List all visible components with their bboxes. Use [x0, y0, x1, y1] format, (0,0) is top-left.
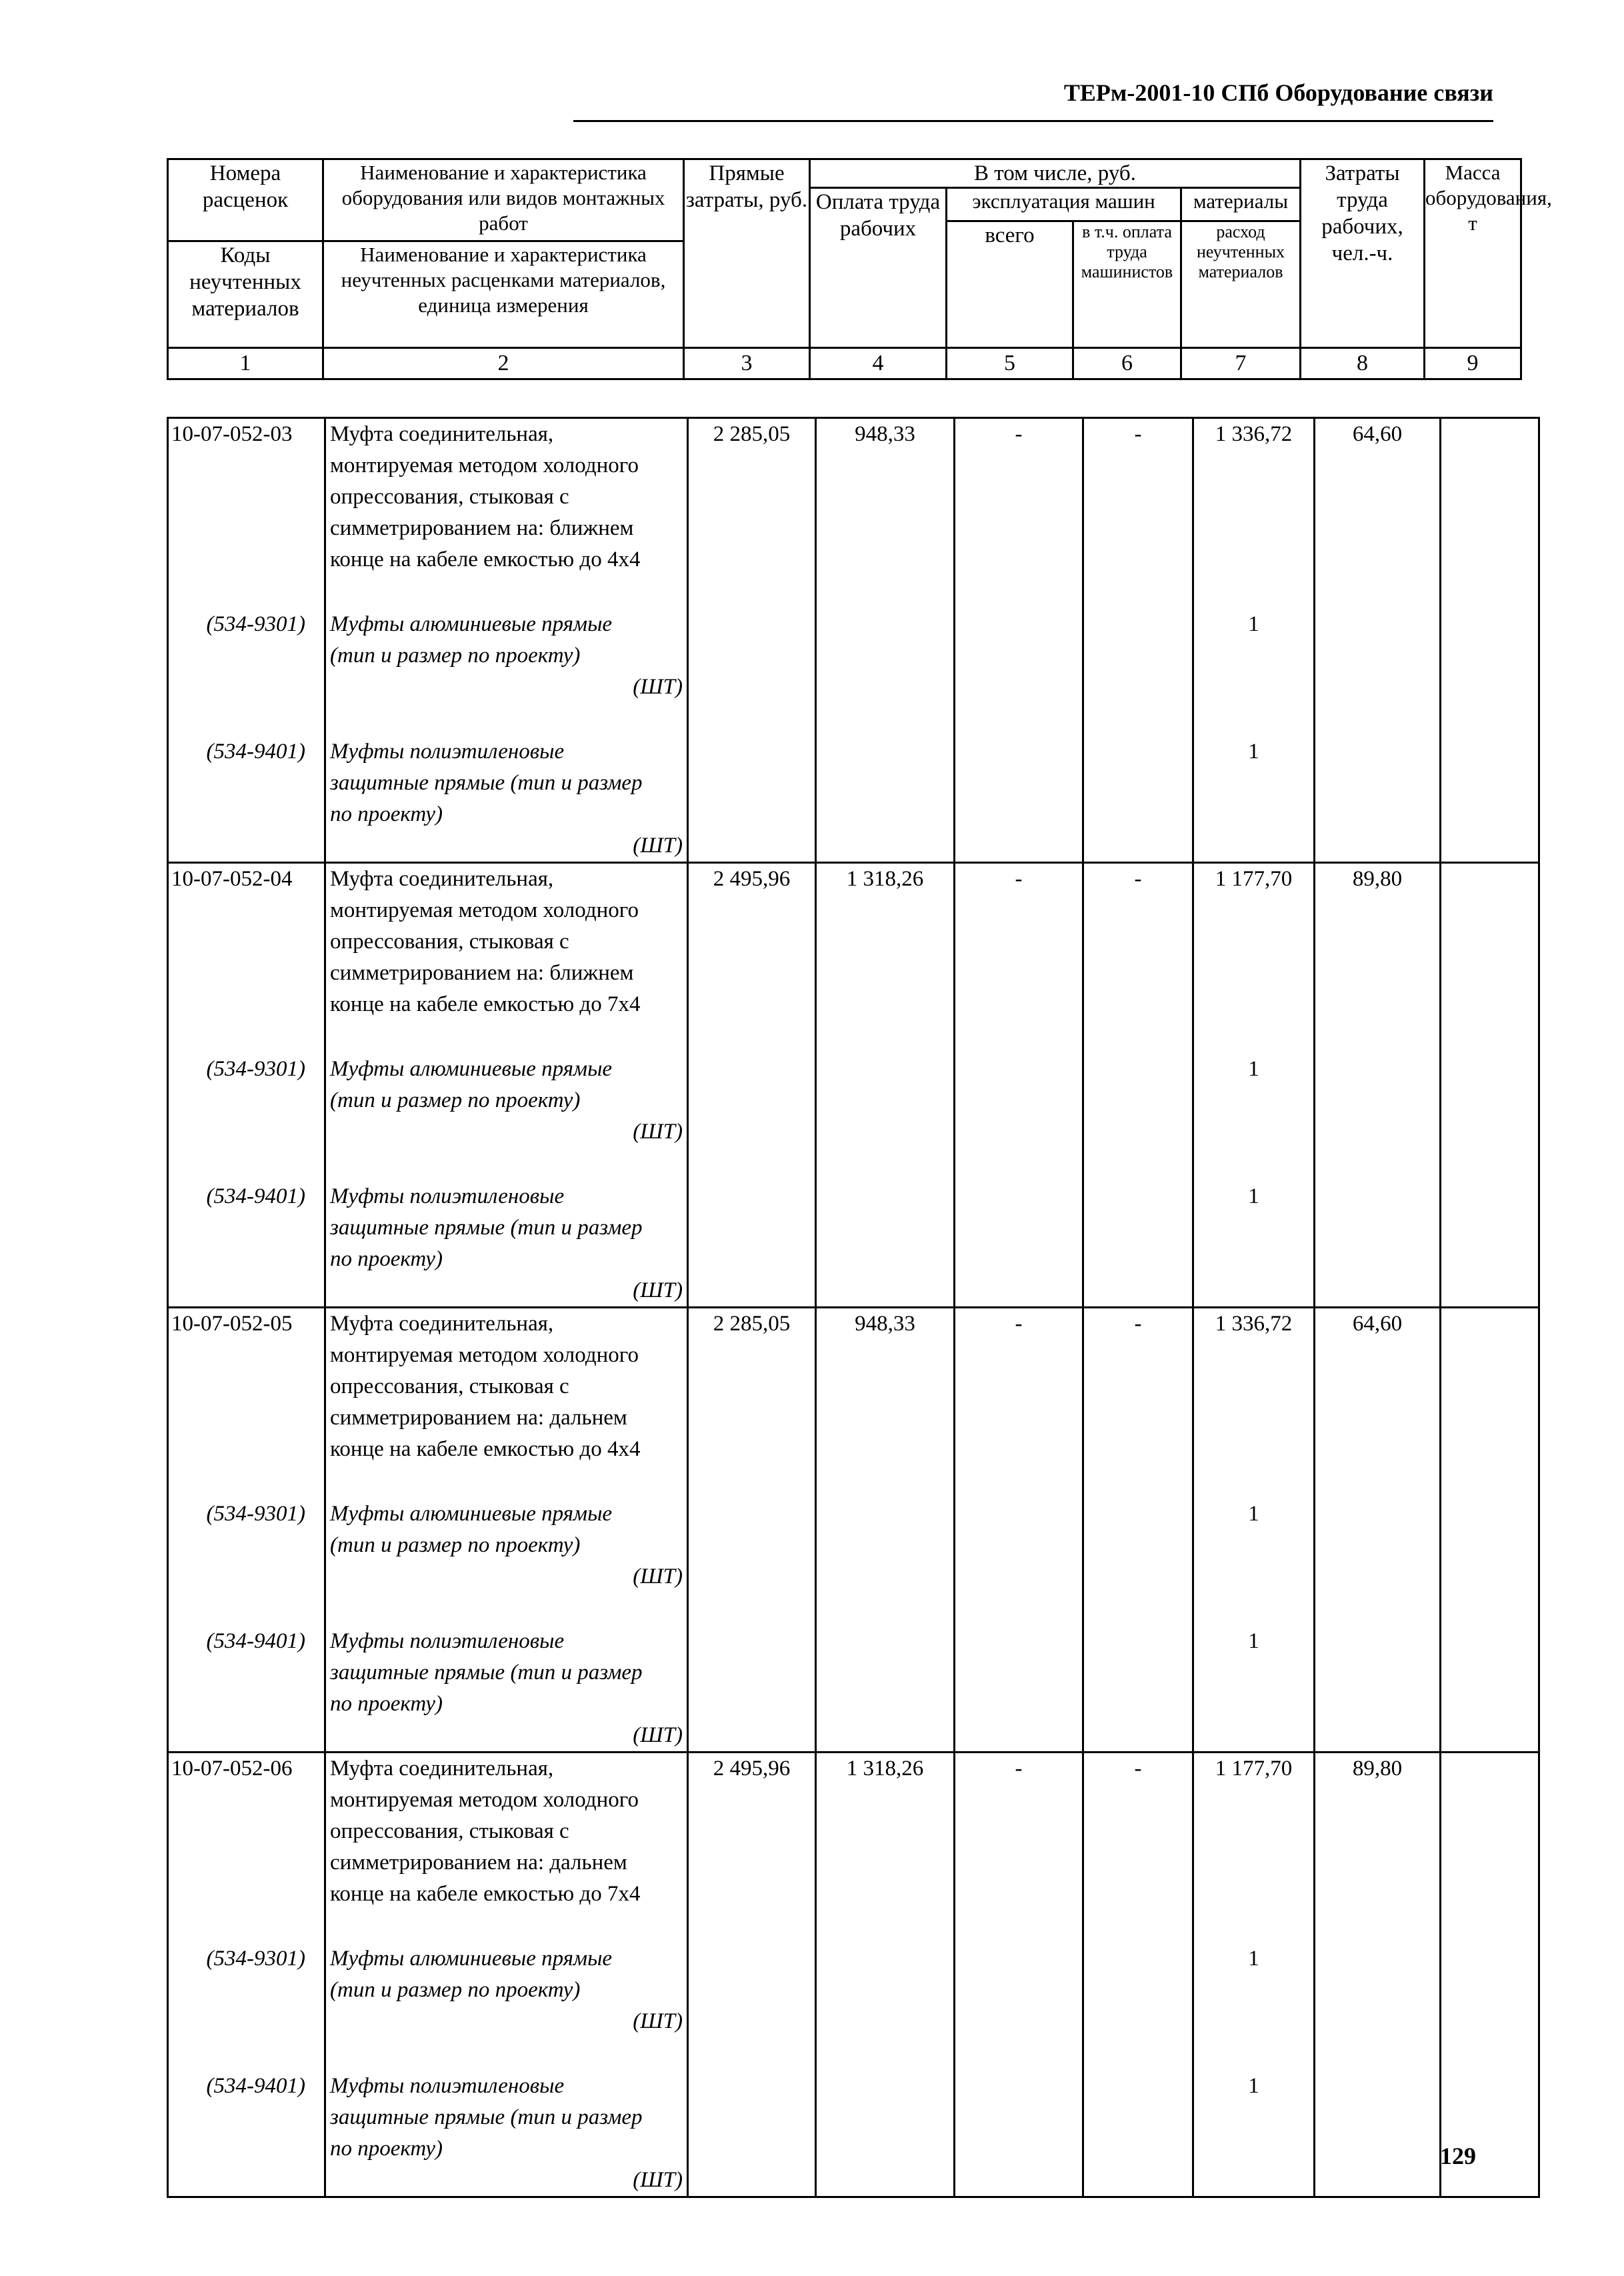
- spacer: [169, 2006, 324, 2037]
- table-cell: [1441, 1753, 1539, 2197]
- table-row: [168, 1308, 1539, 1753]
- table-cell: [325, 1753, 688, 2197]
- table-cell: [168, 1753, 325, 2197]
- work-name-line: симметрированием на: ближнем: [330, 961, 634, 985]
- spacer: [1194, 926, 1313, 958]
- spacer: [169, 1816, 324, 1847]
- material-name-line: Муфты полиэтиленовые: [330, 1184, 565, 1208]
- spacer: [1194, 1020, 1313, 1054]
- material-name-line: Муфты алюминиевые прямые: [330, 612, 613, 636]
- spacer: [1194, 1910, 1313, 1943]
- work-name-line: Муфта соединительная,: [330, 1312, 554, 1336]
- spacer: [169, 1720, 324, 1751]
- material-unit: (ШТ): [633, 1564, 683, 1588]
- table-cell: [325, 418, 688, 863]
- spacer: [169, 1688, 324, 1720]
- material-name-line: защитные прямые (тип и размер: [330, 1660, 643, 1684]
- table-cell: [168, 1308, 325, 1753]
- spacer: [1194, 1340, 1313, 1371]
- table-cell: [1193, 1308, 1315, 1753]
- value-machines-total: -: [1015, 1312, 1023, 1336]
- spacer: [1194, 799, 1313, 830]
- column-number: 7: [1181, 348, 1301, 379]
- spacer: [326, 1592, 687, 1626]
- spacer: [169, 2133, 324, 2165]
- spacer: [1194, 576, 1313, 609]
- value-materials: 1 177,70: [1215, 1757, 1293, 1781]
- column-number: 8: [1301, 348, 1425, 379]
- material-name-line: Муфты алюминиевые прямые: [330, 1502, 613, 1526]
- header-materials: материалы: [1181, 188, 1301, 221]
- spacer: [1194, 1402, 1313, 1434]
- material-quantity: 1: [1248, 1057, 1259, 1081]
- spacer: [169, 1116, 324, 1148]
- value-labor-hours: 64,60: [1352, 422, 1403, 446]
- table-row: [168, 418, 1539, 863]
- value-direct: 2 495,96: [713, 1757, 791, 1781]
- spacer: [1194, 1688, 1313, 1720]
- table-cell: [1315, 1308, 1441, 1753]
- work-name-line: конце на кабеле емкостью до 7х4: [330, 1882, 641, 1906]
- spacer: [169, 1530, 324, 1561]
- spacer: [169, 1847, 324, 1879]
- spacer: [326, 1910, 687, 1943]
- spacer: [169, 926, 324, 958]
- table-cell: [1193, 418, 1315, 863]
- material-unit: (ШТ): [633, 1278, 683, 1302]
- column-number: 9: [1425, 348, 1521, 379]
- spacer: [1194, 1275, 1313, 1306]
- value-labor-pay: 1 318,26: [846, 867, 924, 891]
- material-quantity: 1: [1248, 1502, 1259, 1526]
- header-rate-numbers: Номера расценок: [168, 159, 323, 241]
- material-name-line: защитные прямые (тип и размер: [330, 1216, 643, 1240]
- spacer: [169, 1275, 324, 1306]
- spacer: [1194, 1212, 1313, 1244]
- spacer: [326, 1465, 687, 1498]
- table-cell: [1083, 418, 1193, 863]
- value-machines-total: -: [1015, 867, 1023, 891]
- material-name-line: по проекту): [330, 2137, 443, 2161]
- table-cell: [955, 863, 1083, 1308]
- table-cell: [1315, 1753, 1441, 2197]
- spacer: [326, 2037, 687, 2071]
- material-code: (534-9301): [206, 1502, 305, 1526]
- spacer: [1194, 1657, 1313, 1688]
- spacer: [1194, 958, 1313, 989]
- spacer: [1194, 1244, 1313, 1275]
- spacer: [169, 1212, 324, 1244]
- column-number: 3: [684, 348, 810, 379]
- table-cell: [168, 418, 325, 863]
- work-name-line: опрессования, стыковая с: [330, 485, 569, 509]
- material-code: (534-9401): [206, 1184, 305, 1208]
- spacer: [1194, 1085, 1313, 1116]
- value-machines-total: -: [1015, 1757, 1023, 1781]
- work-name-line: опрессования, стыковая с: [330, 1819, 569, 1843]
- spacer: [1194, 1465, 1313, 1498]
- material-name-line: защитные прямые (тип и размер: [330, 2105, 643, 2129]
- spacer: [169, 989, 324, 1020]
- table-cell: [1083, 1308, 1193, 1753]
- header-machinist-pay: в т.ч. оплата труда машинистов: [1073, 221, 1181, 348]
- work-name-line: Муфта соединительная,: [330, 422, 554, 446]
- table-cell: [1193, 863, 1315, 1308]
- header-machines-total: всего: [947, 221, 1073, 348]
- spacer: [1194, 450, 1313, 481]
- work-name-line: опрессования, стыковая с: [330, 1374, 569, 1398]
- work-name-line: конце на кабеле емкостью до 4х4: [330, 547, 641, 572]
- spacer: [1194, 1879, 1313, 1910]
- spacer: [1194, 895, 1313, 926]
- value-labor-pay: 948,33: [855, 422, 915, 446]
- material-unit: (ШТ): [633, 834, 683, 858]
- header-work-name: Наименование и характеристика оборудования или видов монтажных работ: [323, 159, 684, 241]
- material-name-line: Муфты полиэтиленовые: [330, 740, 565, 764]
- spacer: [169, 703, 324, 736]
- spacer: [1194, 1530, 1313, 1561]
- work-name-line: Муфта соединительная,: [330, 1757, 554, 1781]
- header-labor-pay: Оплата труда рабочих: [810, 188, 947, 348]
- material-name-line: Муфты полиэтиленовые: [330, 2074, 565, 2098]
- table-cell: [816, 1308, 955, 1753]
- spacer: [169, 1975, 324, 2006]
- spacer: [1194, 703, 1313, 736]
- rates-table: [167, 417, 1540, 2198]
- material-unit: (ШТ): [633, 2009, 683, 2033]
- table-cell: [955, 1753, 1083, 2197]
- table-row: [168, 863, 1539, 1308]
- spacer: [169, 1340, 324, 1371]
- table-cell: [325, 863, 688, 1308]
- spacer: [1194, 1561, 1313, 1592]
- spacer: [169, 2102, 324, 2133]
- material-code: (534-9401): [206, 1629, 305, 1653]
- material-name-line: (тип и размер по проекту): [330, 1088, 581, 1112]
- material-quantity: 1: [1248, 1629, 1259, 1653]
- material-unit: (ШТ): [633, 1120, 683, 1144]
- material-name-line: Муфты полиэтиленовые: [330, 1629, 565, 1653]
- spacer: [1194, 544, 1313, 576]
- material-code: (534-9301): [206, 1947, 305, 1971]
- value-machinist-pay: -: [1134, 1757, 1142, 1781]
- spacer: [1194, 640, 1313, 672]
- material-code: (534-9401): [206, 740, 305, 764]
- spacer: [169, 2037, 324, 2071]
- header-labor-hours: Затраты труда рабочих, чел.-ч.: [1301, 159, 1425, 348]
- rate-code: 10-07-052-03: [171, 422, 293, 446]
- material-code: (534-9301): [206, 612, 305, 636]
- work-name-line: монтируемая методом холодного: [330, 1343, 639, 1367]
- running-head: ТЕРм-2001-10 СПб Оборудование связи: [1063, 79, 1493, 106]
- table-cell: [955, 418, 1083, 863]
- table-cell: [1441, 1308, 1539, 1753]
- material-quantity: 1: [1248, 1947, 1259, 1971]
- header-material-name: Наименование и характеристика неучтенных расценками материалов, единица измерения: [323, 241, 684, 348]
- material-quantity: 1: [1248, 612, 1259, 636]
- header-direct-costs: Прямые затраты, руб.: [684, 159, 810, 348]
- work-name-line: симметрированием на: ближнем: [330, 516, 634, 540]
- spacer: [169, 1371, 324, 1402]
- table-cell: [1193, 1753, 1315, 2197]
- material-unit: (ШТ): [633, 675, 683, 699]
- material-name-line: (тип и размер по проекту): [330, 644, 581, 668]
- material-unit: (ШТ): [633, 1723, 683, 1747]
- spacer: [1194, 2133, 1313, 2165]
- value-labor-pay: 1 318,26: [846, 1757, 924, 1781]
- spacer: [169, 672, 324, 703]
- header-equipment-mass: Масса оборудования, т: [1425, 159, 1521, 348]
- spacer: [1194, 1785, 1313, 1816]
- value-direct: 2 495,96: [713, 867, 791, 891]
- table-row: [168, 1753, 1539, 2197]
- header-material-codes: Коды неучтенных материалов: [168, 241, 323, 348]
- table-cell: [688, 1308, 816, 1753]
- spacer: [169, 1148, 324, 1181]
- material-unit: (ШТ): [633, 2168, 683, 2192]
- spacer: [1194, 2006, 1313, 2037]
- material-code: (534-9301): [206, 1057, 305, 1081]
- table-cell: [688, 863, 816, 1308]
- rate-code: 10-07-052-06: [171, 1757, 293, 1781]
- material-name-line: защитные прямые (тип и размер: [330, 771, 643, 795]
- spacer: [1194, 1148, 1313, 1181]
- value-materials: 1 336,72: [1215, 1312, 1293, 1336]
- work-name-line: монтируемая методом холодного: [330, 898, 639, 922]
- spacer: [169, 1244, 324, 1275]
- spacer: [1194, 2165, 1313, 2196]
- spacer: [1194, 2037, 1313, 2071]
- material-name-line: по проекту): [330, 802, 443, 826]
- spacer: [1194, 1975, 1313, 2006]
- value-labor-pay: 948,33: [855, 1312, 915, 1336]
- spacer: [169, 799, 324, 830]
- value-labor-hours: 89,80: [1352, 1757, 1403, 1781]
- value-labor-hours: 64,60: [1352, 1312, 1403, 1336]
- spacer: [1194, 1847, 1313, 1879]
- spacer: [326, 1020, 687, 1054]
- spacer: [169, 1561, 324, 1592]
- work-name-line: симметрированием на: дальнем: [330, 1406, 627, 1430]
- spacer: [1194, 1720, 1313, 1751]
- material-name-line: по проекту): [330, 1247, 443, 1271]
- spacer: [169, 1465, 324, 1498]
- header-machines: эксплуатация машин: [947, 188, 1181, 221]
- spacer: [169, 1785, 324, 1816]
- spacer: [1194, 2102, 1313, 2133]
- work-name-line: конце на кабеле емкостью до 7х4: [330, 992, 641, 1016]
- value-labor-hours: 89,80: [1352, 867, 1403, 891]
- spacer: [326, 576, 687, 609]
- spacer: [169, 895, 324, 926]
- value-direct: 2 285,05: [713, 422, 791, 446]
- value-machines-total: -: [1015, 422, 1023, 446]
- spacer: [1194, 513, 1313, 544]
- material-name-line: (тип и размер по проекту): [330, 1978, 581, 2002]
- spacer: [1194, 1434, 1313, 1465]
- column-number: 4: [810, 348, 947, 379]
- spacer: [169, 576, 324, 609]
- spacer: [1194, 1116, 1313, 1148]
- table-cell: [1441, 863, 1539, 1308]
- material-quantity: 1: [1248, 2074, 1259, 2098]
- material-quantity: 1: [1248, 740, 1259, 764]
- table-cell: [816, 418, 955, 863]
- table-cell: [1441, 418, 1539, 863]
- spacer: [169, 640, 324, 672]
- table-cell: [168, 863, 325, 1308]
- table-cell: [688, 418, 816, 863]
- work-name-line: Муфта соединительная,: [330, 867, 554, 891]
- column-number: 6: [1073, 348, 1181, 379]
- material-code: (534-9401): [206, 2074, 305, 2098]
- spacer: [1194, 1816, 1313, 1847]
- spacer: [1194, 481, 1313, 513]
- table-cell: [325, 1308, 688, 1753]
- spacer: [169, 513, 324, 544]
- value-machinist-pay: -: [1134, 867, 1142, 891]
- table-cell: [1315, 863, 1441, 1308]
- spacer: [169, 1657, 324, 1688]
- spacer: [1194, 989, 1313, 1020]
- spacer: [326, 1148, 687, 1181]
- header-unaccounted-materials: расход неучтенных материалов: [1181, 221, 1301, 348]
- value-machinist-pay: -: [1134, 422, 1142, 446]
- page-number: 129: [1440, 2143, 1476, 2169]
- spacer: [169, 1434, 324, 1465]
- table-cell: [816, 863, 955, 1308]
- work-name-line: монтируемая методом холодного: [330, 1788, 639, 1812]
- value-direct: 2 285,05: [713, 1312, 791, 1336]
- table-cell: [688, 1753, 816, 2197]
- value-materials: 1 177,70: [1215, 867, 1293, 891]
- spacer: [169, 768, 324, 799]
- spacer: [1194, 1592, 1313, 1626]
- spacer: [1194, 1371, 1313, 1402]
- work-name-line: монтируемая методом холодного: [330, 453, 639, 477]
- spacer: [169, 450, 324, 481]
- spacer: [169, 544, 324, 576]
- material-name-line: по проекту): [330, 1692, 443, 1716]
- spacer: [326, 703, 687, 736]
- material-name-line: Муфты алюминиевые прямые: [330, 1057, 613, 1081]
- material-quantity: 1: [1248, 1184, 1259, 1208]
- spacer: [169, 830, 324, 862]
- spacer: [169, 1592, 324, 1626]
- table-cell: [1083, 863, 1193, 1308]
- work-name-line: опрессования, стыковая с: [330, 930, 569, 954]
- value-machinist-pay: -: [1134, 1312, 1142, 1336]
- table-header: [167, 158, 1552, 380]
- spacer: [1194, 768, 1313, 799]
- rate-code: 10-07-052-04: [171, 867, 293, 891]
- column-number: 2: [323, 348, 684, 379]
- column-number: 1: [168, 348, 323, 379]
- value-materials: 1 336,72: [1215, 422, 1293, 446]
- rate-code: 10-07-052-05: [171, 1312, 293, 1336]
- spacer: [1194, 672, 1313, 703]
- spacer: [169, 1910, 324, 1943]
- spacer: [1194, 830, 1313, 862]
- material-name-line: (тип и размер по проекту): [330, 1533, 581, 1557]
- spacer: [169, 2165, 324, 2196]
- column-number: 5: [947, 348, 1073, 379]
- table-cell: [955, 1308, 1083, 1753]
- table-cell: [1315, 418, 1441, 863]
- spacer: [169, 958, 324, 989]
- material-name-line: Муфты алюминиевые прямые: [330, 1947, 613, 1971]
- table-cell: [1083, 1753, 1193, 2197]
- spacer: [169, 1085, 324, 1116]
- spacer: [169, 481, 324, 513]
- header-rule: [573, 120, 1493, 122]
- work-name-line: конце на кабеле емкостью до 4х4: [330, 1437, 641, 1461]
- header-including-group: В том числе, руб.: [810, 159, 1301, 188]
- work-name-line: симметрированием на: дальнем: [330, 1851, 627, 1875]
- spacer: [169, 1879, 324, 1910]
- table-cell: [816, 1753, 955, 2197]
- spacer: [169, 1020, 324, 1054]
- spacer: [169, 1402, 324, 1434]
